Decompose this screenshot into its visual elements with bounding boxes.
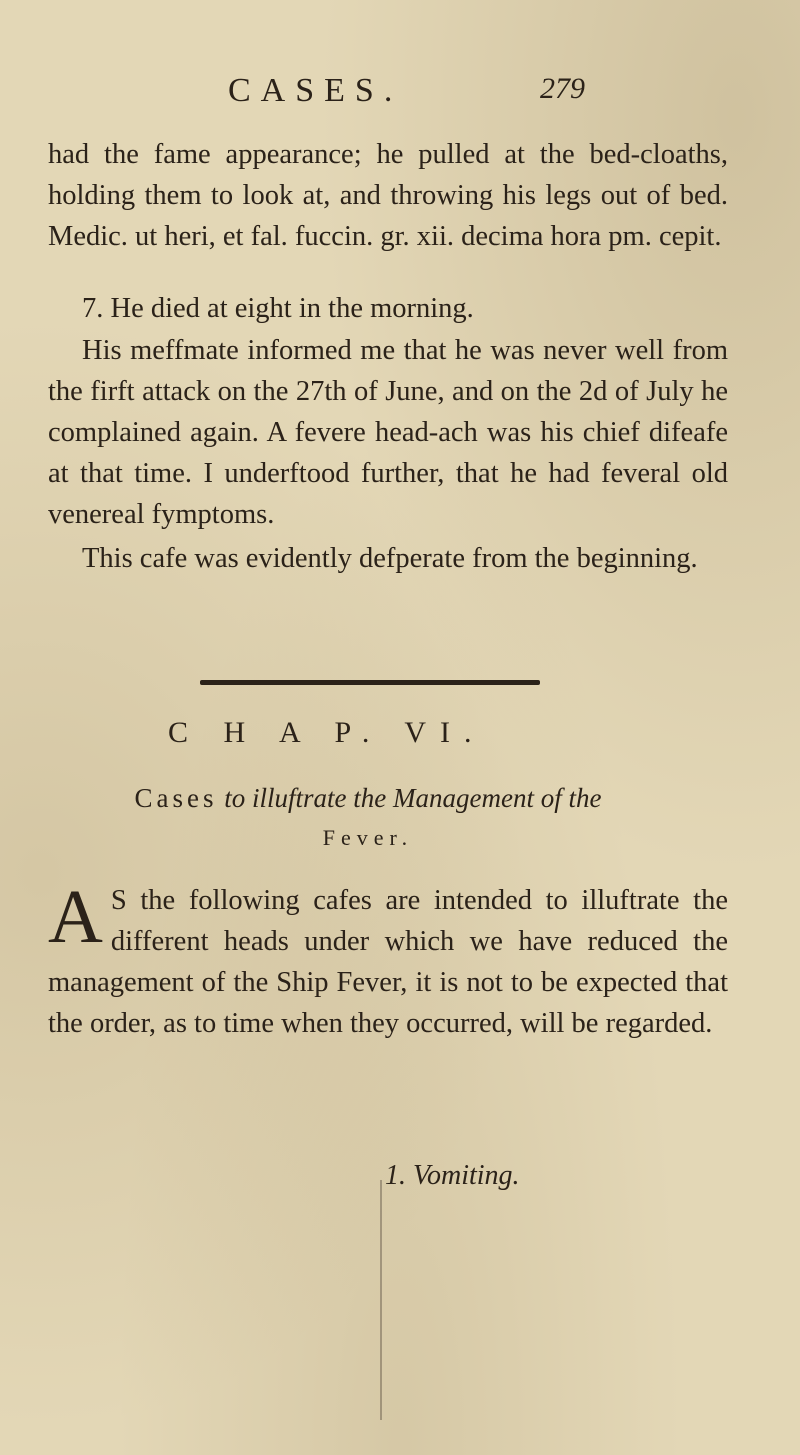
- page-crease: [380, 1180, 382, 1420]
- list-item-heading: 1. Vomiting.: [385, 1160, 520, 1191]
- running-head: CASES.: [228, 72, 403, 109]
- subtitle-fever: Fever.: [322, 825, 414, 850]
- drop-cap: A: [48, 875, 103, 959]
- intro-paragraph: [48, 875, 728, 1044]
- paragraph-continued: [48, 134, 728, 257]
- page-number: 279: [540, 72, 585, 105]
- section-divider: [200, 680, 540, 685]
- intro-text: S the following cafes are intended to illuftrate the different heads under which we have reduced the management of the Ship Fever, it is not to be expected that the order, as to time when they occurred, will be regarded.: [48, 885, 728, 1039]
- paragraph-death-note: [48, 288, 728, 329]
- paragraph-text: This cafe was evidently defperate from the beginning.: [82, 543, 698, 574]
- paragraph-text: His meffmate informed me that he was never well from the firft attack on the 27th of June, and on the 2d of July he complained again. A fevere head-ach was his chief difeafe at that time. I underftood further, that he had feveral old venereal fymptoms.: [48, 335, 728, 530]
- chapter-heading: C H A P. VI.: [168, 716, 486, 749]
- paragraph-text: had the fame appearance; he pulled at the bed-cloaths, holding them to look at, and throwing his legs out of bed. Medic. ut heri, et fal. fuccin. gr. xii. decima hora pm. cepit.: [48, 139, 728, 252]
- subtitle-cases: Cases: [134, 783, 218, 813]
- paragraph-text: 7. He died at eight in the morning.: [82, 293, 474, 324]
- chapter-subtitle: [68, 778, 668, 858]
- paragraph-conclusion: [48, 538, 728, 579]
- paragraph-messmate: [48, 330, 728, 535]
- subtitle-italic: to illuftrate the Management of the: [224, 783, 602, 813]
